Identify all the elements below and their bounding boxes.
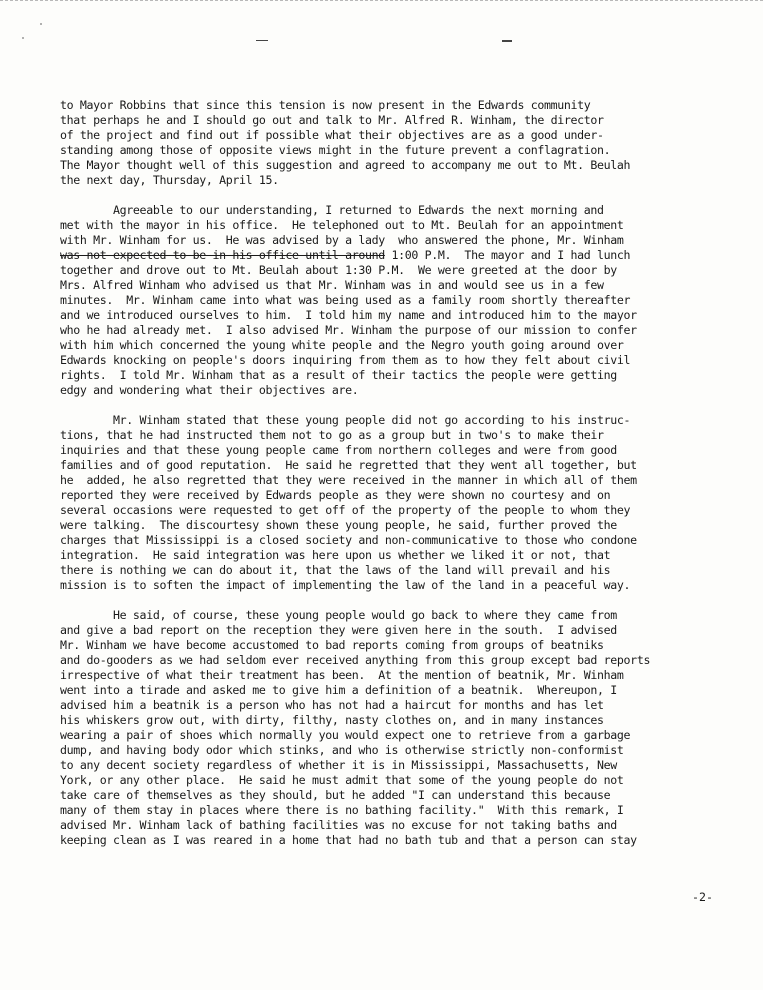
- header-mark-left: [256, 40, 268, 41]
- text-line: He said, of course, these young people would go back to where they came from: [60, 608, 617, 622]
- text-line: wearing a pair of shoes which normally you would expect one to retrieve from a garbage: [60, 728, 631, 742]
- paragraph-4: [60, 608, 732, 848]
- page-number: -2-: [692, 890, 713, 904]
- text-line: he added, he also regretted that they were received in the manner in which all of them: [60, 473, 637, 487]
- text-line: that perhaps he and I should go out and talk to Mr. Alfred R. Winham, the director: [60, 113, 604, 127]
- text-line: and give a bad report on the reception they were given here in the south. I advised: [60, 623, 617, 637]
- text-line: Edwards knocking on people's doors inquiring from them as to how they felt about civil: [60, 353, 631, 367]
- scan-speck: [40, 23, 42, 25]
- text-line: many of them stay in places where there is no bathing facility." With this remark, I: [60, 803, 624, 817]
- text-line: advised Mr. Winham lack of bathing facilities was no excuse for not taking baths and: [60, 818, 617, 832]
- text-line: irrespective of what their treatment has been. At the mention of beatnik, Mr. Winham: [60, 668, 624, 682]
- text-line-overstruck: was not expected to be in his office until around 1:00 P.M. The mayor and I had lunch: [60, 248, 631, 262]
- text-line: Mr. Winham we have become accustomed to bad reports coming from groups of beatniks: [60, 638, 604, 652]
- text-line: to Mayor Robbins that since this tension is now present in the Edwards community: [60, 98, 591, 112]
- text-line: advised him a beatnik is a person who has not had a haircut for months and has let: [60, 698, 604, 712]
- text-line: to any decent society regardless of whether it is in Mississippi, Massachusetts, New: [60, 758, 617, 772]
- text-line: his whiskers grow out, with dirty, filthy, nasty clothes on, and in many instances: [60, 713, 604, 727]
- text-line: families and of good reputation. He said he regretted that they went all together, but: [60, 458, 637, 472]
- text-line: minutes. Mr. Winham came into what was being used as a family room shortly thereafter: [60, 293, 631, 307]
- text-line: who he had already met. I also advised Mr. Winham the purpose of our mission to confer: [60, 323, 637, 337]
- text-line: there is nothing we can do about it, that the laws of the land will prevail and his: [60, 563, 611, 577]
- header-mark-right: [502, 40, 512, 42]
- text-line: take care of themselves as they should, but he added "I can understand this because: [60, 788, 611, 802]
- paragraph-3: [60, 413, 732, 593]
- text-line: and do-gooders as we had seldom ever received anything from this group except bad reports: [60, 653, 651, 667]
- text-line: mission is to soften the impact of implementing the law of the land in a peaceful way.: [60, 578, 631, 592]
- text-line: integration. He said integration was here upon us whether we liked it or not, that: [60, 548, 611, 562]
- text-line: tions, that he had instructed them not to go as a group but in two's to make their: [60, 428, 604, 442]
- text-line: dump, and having body odor which stinks, and who is otherwise strictly non-conformist: [60, 743, 624, 757]
- text-line: York, or any other place. He said he must admit that some of the young people do not: [60, 773, 624, 787]
- text-line: Mr. Winham stated that these young people did not go according to his instruc-: [60, 413, 631, 427]
- text-line: and we introduced ourselves to him. I told him my name and introduced him to the mayor: [60, 308, 637, 322]
- text-line: Mrs. Alfred Winham who advised us that Mr. Winham was in and would see us in a few: [60, 278, 604, 292]
- letter-body: [60, 98, 732, 863]
- text-line: went into a tirade and asked me to give him a definition of a beatnik. Whereupon, I: [60, 683, 617, 697]
- paragraph-2: [60, 203, 732, 398]
- text-line: The Mayor thought well of this suggestion and agreed to accompany me out to Mt. Beulah: [60, 158, 631, 172]
- text-line: edgy and wondering what their objectives are.: [60, 383, 359, 397]
- text-line: were talking. The discourtesy shown these young people, he said, further proved the: [60, 518, 617, 532]
- text-line: rights. I told Mr. Winham that as a result of their tactics the people were getting: [60, 368, 617, 382]
- text-line: the next day, Thursday, April 15.: [60, 173, 279, 187]
- text-line: Agreeable to our understanding, I returned to Edwards the next morning and: [60, 203, 604, 217]
- paragraph-1: [60, 98, 732, 188]
- text-line: of the project and find out if possible what their objectives are as a good under-: [60, 128, 604, 142]
- text-line: with Mr. Winham for us. He was advised by a lady who answered the phone, Mr. Winham: [60, 233, 624, 247]
- text-line: charges that Mississippi is a closed society and non-communicative to those who condone: [60, 533, 637, 547]
- text-line: together and drove out to Mt. Beulah about 1:30 P.M. We were greeted at the door by: [60, 263, 617, 277]
- text-line: met with the mayor in his office. He telephoned out to Mt. Beulah for an appointment: [60, 218, 624, 232]
- scan-speck: [22, 37, 24, 39]
- text-line: standing among those of opposite views might in the future prevent a conflagration.: [60, 143, 611, 157]
- text-line: reported they were received by Edwards people as they were shown no courtesy and on: [60, 488, 611, 502]
- text-line: several occasions were requested to get off of the property of the people to whom they: [60, 503, 631, 517]
- text-line: inquiries and that these young people came from northern colleges and were from good: [60, 443, 617, 457]
- text-line: with him which concerned the young white people and the Negro youth going around over: [60, 338, 624, 352]
- text-line: keeping clean as I was reared in a home that had no bath tub and that a person can stay: [60, 833, 637, 847]
